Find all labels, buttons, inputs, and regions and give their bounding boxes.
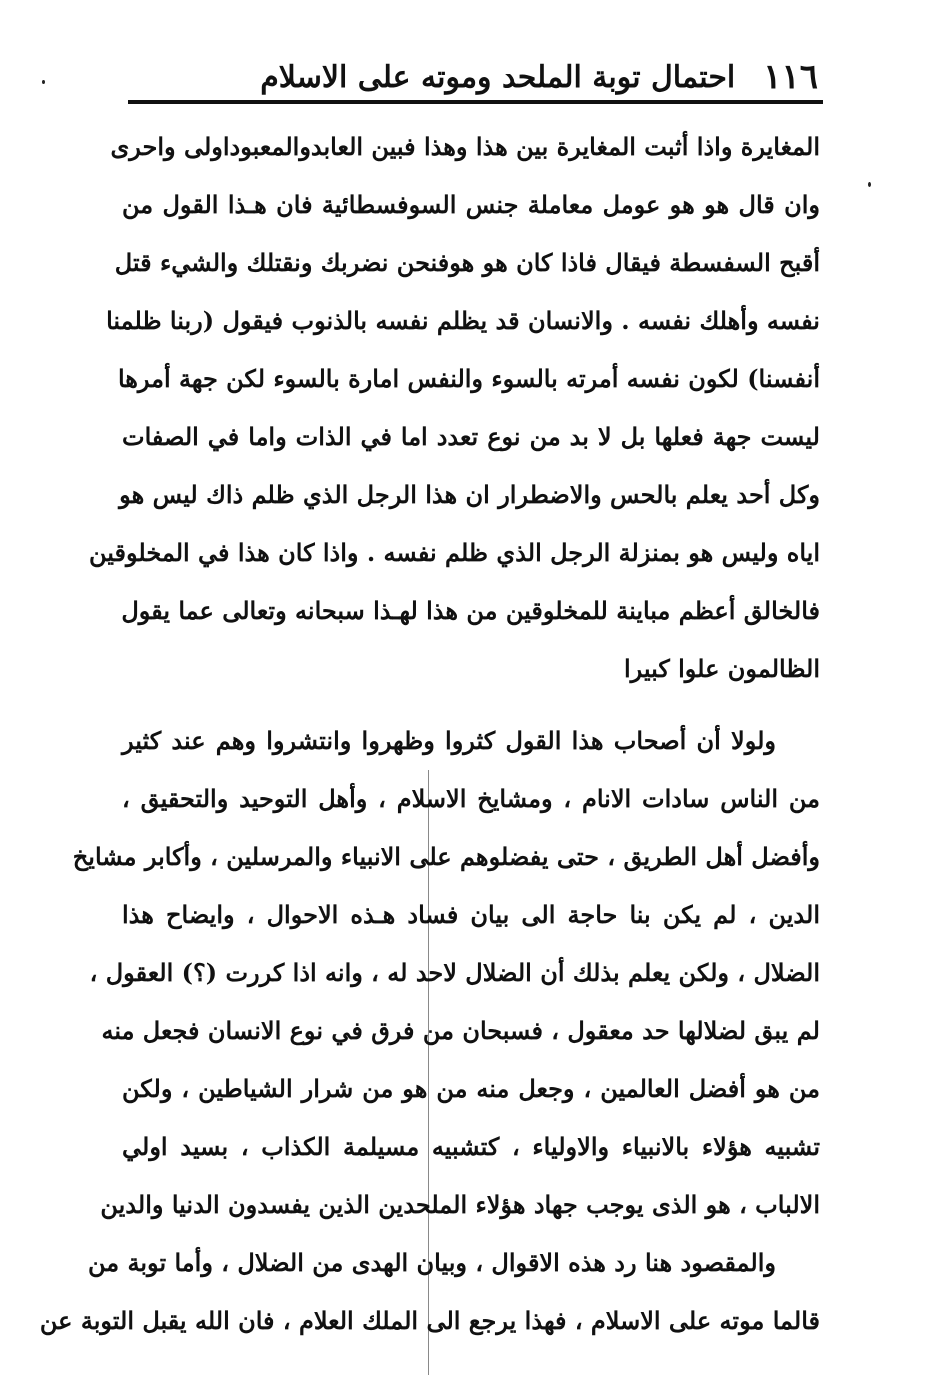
- text-line: لم يبق لضلالها حد معقول ، فسبحان من فرق في نوع الانسان فجعل منه: [101, 1016, 820, 1045]
- body-text: [39, 118, 820, 1350]
- text-line: أنفسنا) لكون نفسه أمرته بالسوء والنفس امارة بالسوء لكن جهة أمرها: [117, 364, 820, 393]
- text-line: قالما موته على الاسلام ، فهذا يرجع الى الملك العلام ، فان الله يقبل التوبة عن: [39, 1306, 820, 1335]
- scan-speck: [42, 80, 45, 84]
- text-line: فالخالق أعظم مباينة للمخلوقين من هذا لهـذا سبحانه وتعالى عما يقول: [121, 596, 820, 625]
- text-line: من الناس سادات الانام ، ومشايخ الاسلام ، وأهل التوحيد والتحقيق ،: [122, 784, 820, 813]
- text-line: تشبيه هؤلاء بالانبياء والاولياء ، كتشبيه مسيلمة الكذاب ، بسيد اولي: [122, 1132, 820, 1161]
- text-line: ولولا أن أصحاب هذا القول كثروا وظهروا وانتشروا وهم عند كثير: [122, 726, 777, 755]
- running-title: احتمال توبة الملحد وموته على الاسلام: [260, 59, 736, 95]
- paragraph-2: [72, 712, 820, 1234]
- header-rule: [128, 100, 823, 104]
- text-line: الدين ، لم يكن بنا حاجة الى بيان فساد هـذه الاحوال ، وايضاح هذا: [122, 900, 820, 929]
- scan-speck: [868, 182, 871, 187]
- text-line: من هو أفضل العالمين ، وجعل منه من هو من شرار الشياطين ، ولكن: [122, 1074, 820, 1103]
- text-line: أقبح السفسطة فيقال فاذا كان هو هوفنحن نضربك ونقتلك والشيء قتل: [114, 248, 820, 277]
- text-line: المغايرة واذا أثبت المغايرة بين هذا وهذا فبين العابدوالمعبوداولى واحرى: [110, 132, 820, 161]
- paragraph-1: [89, 118, 820, 698]
- text-line: ليست جهة فعلها بل لا بد من نوع تعدد اما في الذات واما في الصفات: [122, 422, 820, 451]
- text-line: والمقصود هنا رد هذه الاقوال ، وبيان الهدى من الضلال ، وأما توبة من: [88, 1248, 776, 1277]
- text-line: الالباب ، هو الذى يوجب جهاد هؤلاء الملحدين الذين يفسدون الدنيا والدين: [100, 1190, 820, 1219]
- paragraph-3: [39, 1234, 820, 1350]
- paragraph-gap: [122, 698, 820, 712]
- text-line: الظالمون علوا كبيرا: [623, 654, 820, 683]
- page-header: [128, 48, 818, 106]
- text-line: اياه وليس هو بمنزلة الرجل الذي ظلم نفسه . واذا كان هذا في المخلوقين: [89, 538, 820, 567]
- text-line: وان قال هو هو عومل معاملة جنس السوفسطائية فان هـذا القول من: [122, 190, 820, 219]
- text-line: الضلال ، ولكن يعلم بذلك أن الضلال لاحد له ، وانه اذا كررت (؟) العقول ،: [89, 958, 820, 987]
- text-line: نفسه وأهلك نفسه . والانسان قد يظلم نفسه بالذنوب فيقول (ربنا ظلمنا: [106, 306, 820, 335]
- text-line: وكل أحد يعلم بالحس والاضطرار ان هذا الرجل الذي ظلم ذاك ليس هو: [119, 480, 820, 509]
- page-number: ١١٦: [763, 57, 818, 97]
- text-line: وأفضل أهل الطريق ، حتى يفضلوهم على الانبياء والمرسلين ، وأكابر مشايخ: [72, 842, 820, 871]
